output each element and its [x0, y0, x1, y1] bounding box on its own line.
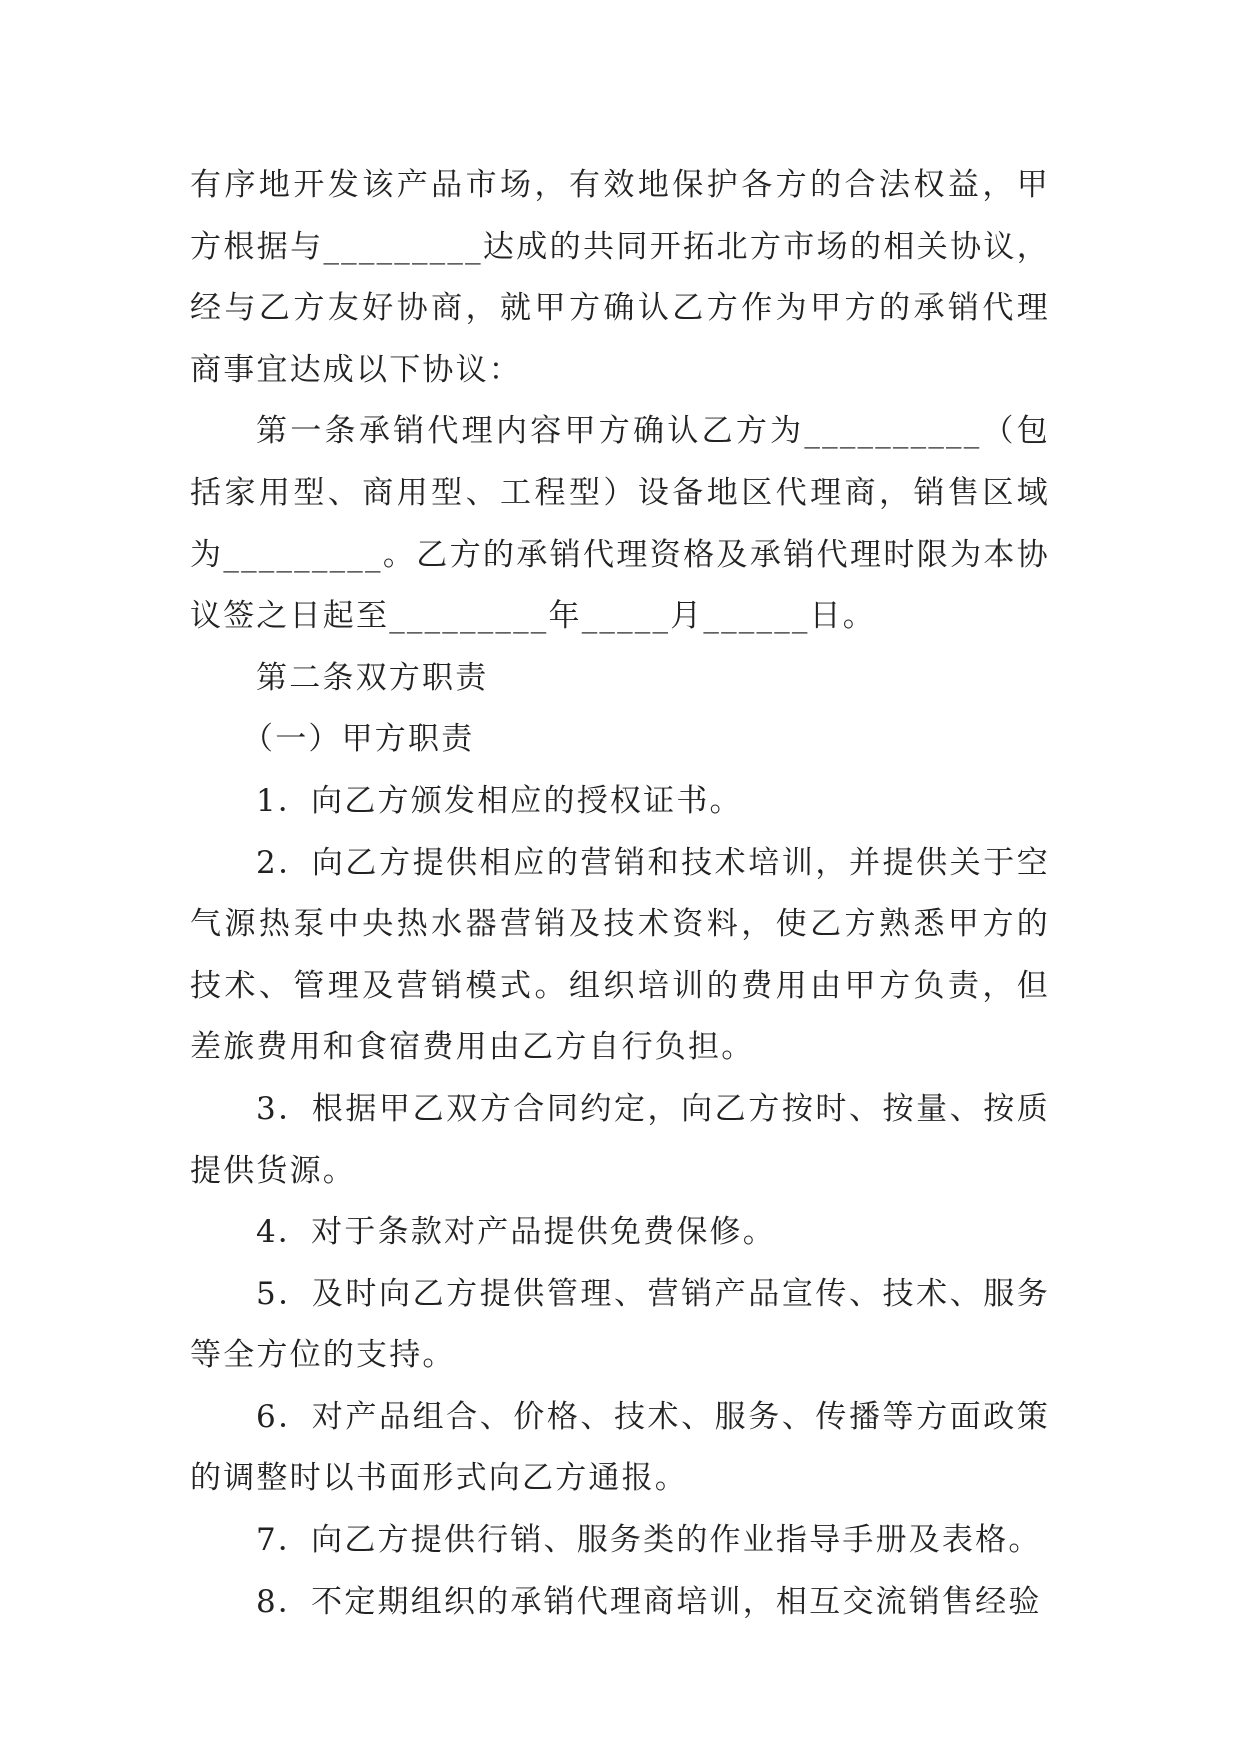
intro-paragraph: 有序地开发该产品市场，有效地保护各方的合法权益，甲方根据与_________达成的共同开拓北方市场的相关协议，经与乙方友好协商，就甲方确认乙方作为甲方的承销代理商事宜达成以下协议： [190, 167, 1050, 388]
duty-item-4: 4．对于条款对产品提供免费保修。 [256, 1214, 776, 1251]
duty-item-5: 5．及时向乙方提供管理、营销产品宣传、技术、服务等全方位的支持。 [190, 1275, 1050, 1374]
duty-item-8: 8．不定期组织的承销代理商培训，相互交流销售经验 [256, 1583, 1042, 1620]
duty-item-3: 3．根据甲乙双方合同约定，向乙方按时、按量、按质提供货源。 [190, 1090, 1050, 1189]
party-a-duties-heading: （一）甲方职责 [242, 721, 475, 758]
duty-item-2: 2．向乙方提供相应的营销和技术培训，并提供关于空气源热泵中央热水器营销及技术资料，使乙方熟悉甲方的技术、管理及营销模式。组织培训的费用由甲方负责，但差旅费用和食宿费用由乙方自行负担。 [190, 844, 1050, 1066]
article-1-paragraph: 第一条承销代理内容甲方确认乙方为__________（包括家用型、商用型、工程型）设备地区代理商，销售区域为_________。乙方的承销代理资格及承销代理时限为本协议签之日起至_________年_____月______日。 [190, 413, 1050, 635]
duty-item-7: 7．向乙方提供行销、服务类的作业指导手册及表格。 [256, 1522, 1042, 1559]
duty-item-6: 6．对产品组合、价格、技术、服务、传播等方面政策的调整时以书面形式向乙方通报。 [190, 1398, 1050, 1497]
duty-item-1: 1．向乙方颁发相应的授权证书。 [256, 782, 743, 819]
document-body [190, 155, 1050, 1633]
article-2-heading: 第二条双方职责 [256, 659, 489, 696]
